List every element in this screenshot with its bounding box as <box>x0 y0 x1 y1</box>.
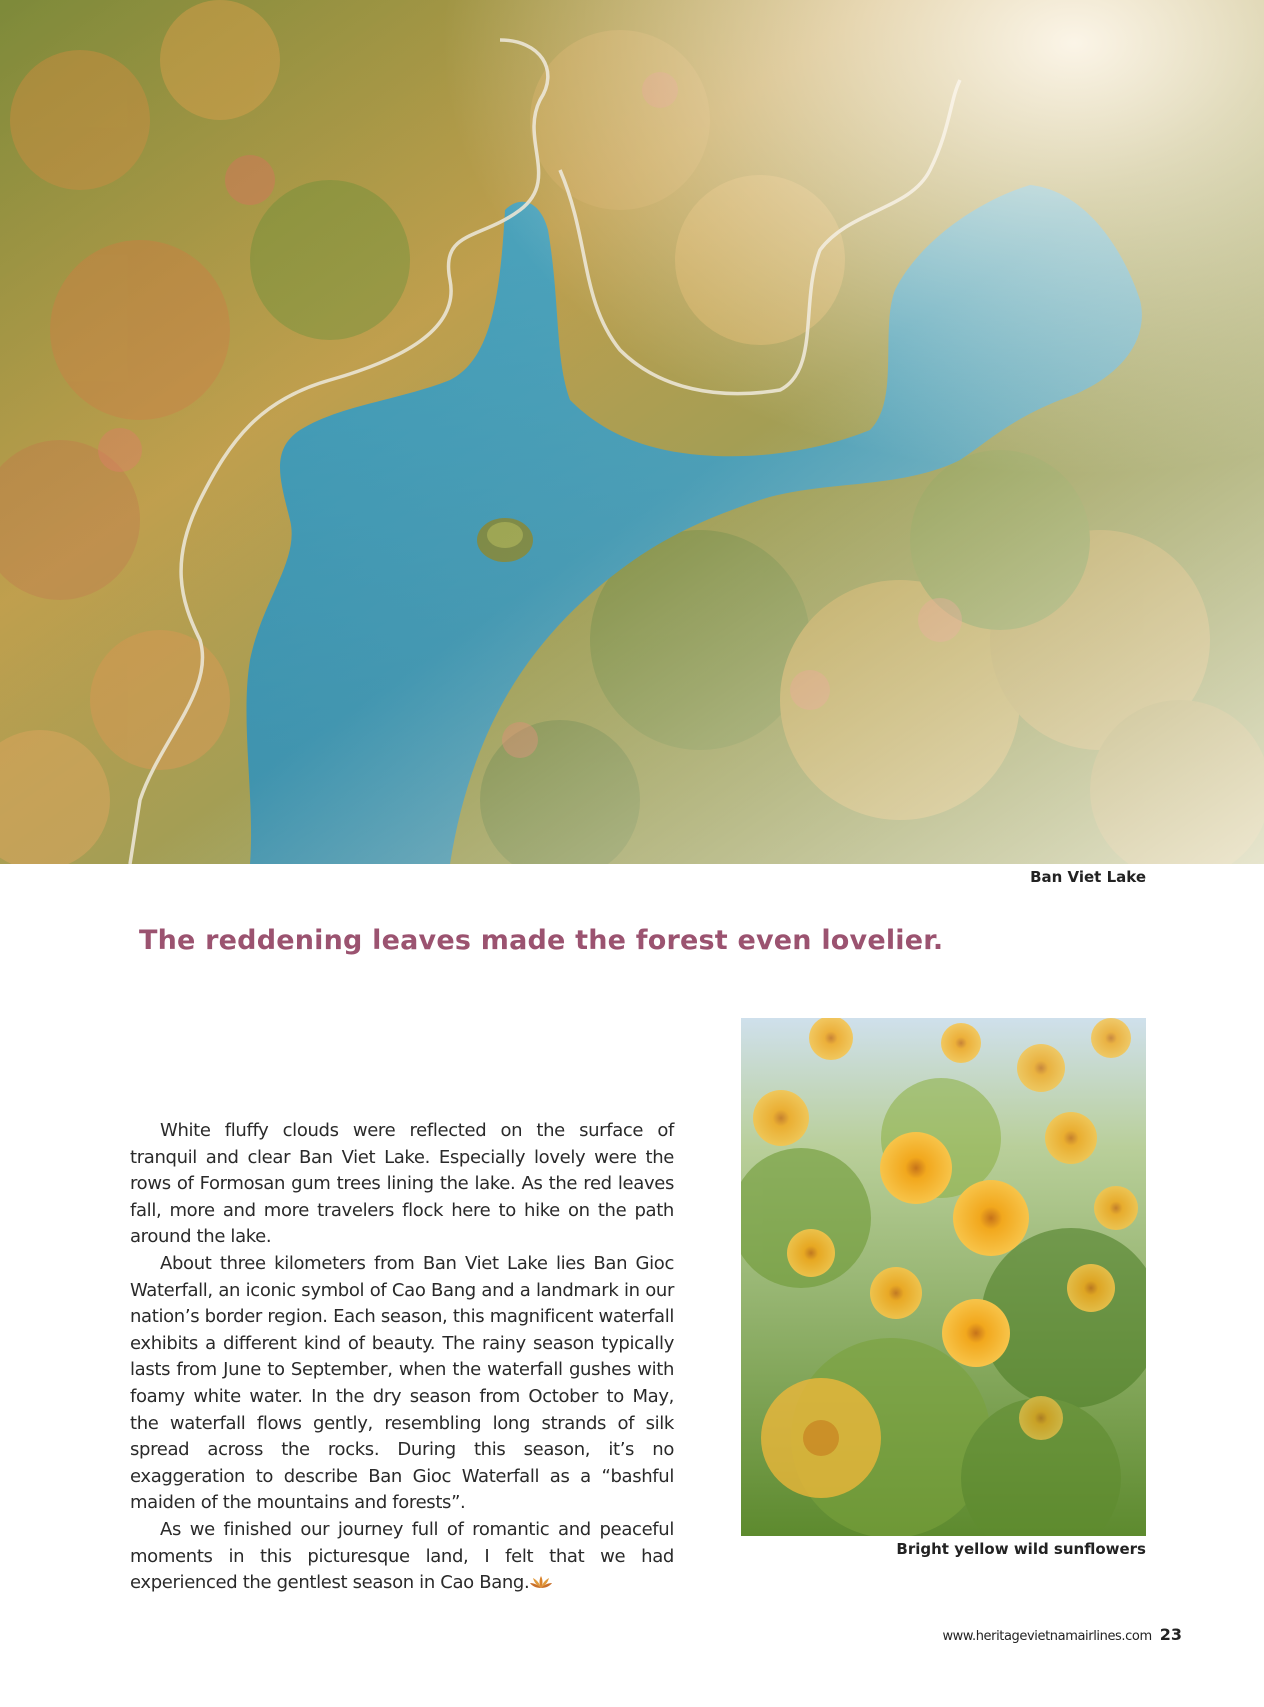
hero-caption: Ban Viet Lake <box>1030 868 1146 886</box>
wild-sunflowers-photo <box>741 1018 1146 1536</box>
article-paragraph <box>130 1517 674 1597</box>
page-footer <box>942 1625 1182 1644</box>
article-body <box>130 1118 674 1597</box>
article-paragraph: About three kilometers from Ban Viet Lake lies Ban Gioc Waterfall, an iconic symbol of Cao Bang and a landmark in our nation’s border region. Each season, this magnificent waterfall exhibits a different kind of beauty. The rainy season typically lasts from June to September, when the waterfall gushes with foamy white water. In the dry season from October to May, the waterfall flows gently, resembling long strands of silk spread across the rocks. During this season, it’s no exaggeration to describe Ban Gioc Waterfall as a “bashful maiden of the mountains and forests”. <box>130 1252 674 1514</box>
sunflower-caption: Bright yellow wild sunflowers <box>896 1540 1146 1558</box>
page-number: 23 <box>1159 1625 1182 1644</box>
lotus-end-mark-icon <box>530 1575 552 1589</box>
article-paragraph-text: As we finished our journey full of romantic and peaceful moments in this picturesque land, I felt that we had experienced the gentlest season in Cao Bang. <box>130 1518 674 1594</box>
sunflower-photo <box>741 1018 1146 1536</box>
footer-url[interactable]: www.heritagevietnamairlines.com <box>942 1629 1152 1644</box>
article-paragraph: White fluffy clouds were reflected on the surface of tranquil and clear Ban Viet Lake. Especially lovely were the rows of Formosan gum trees lining the lake. As the red leaves fall, more and more travelers flock here to hike on the path around the lake. <box>130 1120 674 1248</box>
pull-quote: The reddening leaves made the forest even lovelier. <box>139 925 944 956</box>
